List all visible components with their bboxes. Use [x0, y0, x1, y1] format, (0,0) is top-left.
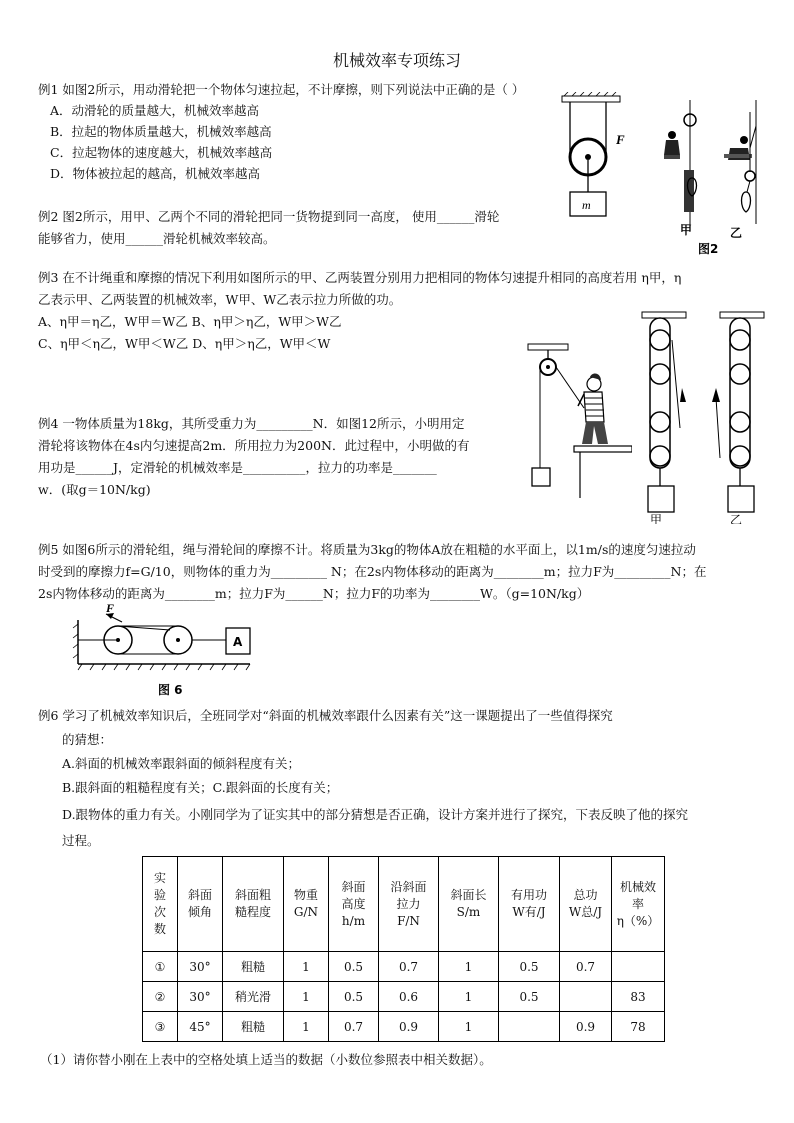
- ex6-line2: 的猜想：: [62, 732, 113, 747]
- ex4-line2: 滑轮将该物体在4s内匀速提高2m．所用拉力为200N．此过程中，小明做的有: [38, 438, 470, 453]
- table-row: [143, 952, 665, 982]
- fig6-caption: 图 6: [158, 683, 183, 697]
- ex6-question-1: （1）请你替小刚在上表中的空格处填上适当的数据（小数位参照表中相关数据）。: [40, 1052, 492, 1067]
- fig6-horizontal-pulley-diagram: [70, 600, 260, 700]
- table-header: 总功 W总/J: [560, 857, 612, 952]
- table-cell-blank: [612, 952, 665, 982]
- ex2-line2: 能够省力，使用______滑轮机械效率较高。: [38, 231, 276, 246]
- fig3-pulley-blocks-diagram: [636, 310, 776, 524]
- ex1-option-c: C．拉起物体的速度越大，机械效率越高: [50, 145, 273, 160]
- table-cell: 0.9: [379, 1012, 439, 1042]
- table-cell: 1: [439, 982, 499, 1012]
- table-cell-blank: [499, 1012, 560, 1042]
- table-cell: 78: [612, 1012, 665, 1042]
- ex6-line5: D.跟物体的重力有关。小刚同学为了证实其中的部分猜想是否正确，设计方案并进行了探究，下表反映了他的探究: [62, 807, 689, 822]
- page-title: 机械效率专项练习: [332, 51, 461, 70]
- table-header: 机械效 率 η（%）: [612, 857, 665, 952]
- ex6-line1: 例6 学习了机械效率知识后，全班同学对“斜面的机械效率跟什么因素有关”这一课题提出了一些值得探究: [38, 708, 613, 723]
- table-header: 斜面 倾角: [178, 857, 223, 952]
- table-header: 斜面 高度 h/m: [329, 857, 379, 952]
- ex4-line4: w．(取g＝10N/kg): [38, 482, 151, 497]
- table-cell: 0.5: [329, 982, 379, 1012]
- table-cell: 0.6: [379, 982, 439, 1012]
- table-header: 实 验 次 数: [143, 857, 178, 952]
- ex5-line2: 时受到的摩擦力f=G/10，则物体的重力为_________ N；在2s内物体移动的距离为________m；拉力F为_________N；在: [38, 564, 707, 579]
- table-cell: 1: [439, 952, 499, 982]
- experiment-table: [142, 856, 665, 1042]
- table-cell-blank: [560, 982, 612, 1012]
- ex1-option-d: D．物体被拉起的越高，机械效率越高: [50, 166, 261, 181]
- table-cell: 0.9: [560, 1012, 612, 1042]
- table-cell: 30°: [178, 952, 223, 982]
- table-header-row: [143, 857, 665, 952]
- fig2-label-jia: 甲: [680, 223, 693, 237]
- ex1-option-b: B．拉起的物体质量越大，机械效率越高: [50, 124, 272, 139]
- ex3-line4: C、η甲＜η乙，W甲＜W乙 D、η甲＞η乙，W甲＜W: [38, 336, 331, 351]
- fig2-caption: 图2: [698, 242, 719, 256]
- table-cell: 0.7: [560, 952, 612, 982]
- fig2-label-yi: 乙: [730, 226, 743, 240]
- fig6-block-label: A: [233, 635, 243, 649]
- table-cell: 1: [284, 1012, 329, 1042]
- table-header: 斜面长 S/m: [439, 857, 499, 952]
- fig3-label-yi: 乙: [730, 513, 743, 524]
- table-cell: ③: [143, 1012, 178, 1042]
- table-cell: 0.7: [379, 952, 439, 982]
- ex6-line4: B.跟斜面的粗糙程度有关；C.跟斜面的长度有关；: [62, 780, 339, 795]
- fig2-pulley-people-diagram: [652, 100, 770, 260]
- table-cell: 粗糙: [223, 1012, 284, 1042]
- table-cell: 0.5: [329, 952, 379, 982]
- ex6-line6: 过程。: [62, 833, 100, 848]
- fig6-force-label: F: [106, 601, 115, 615]
- ex3-line1: 例3 在不计绳重和摩擦的情况下利用如图所示的甲、乙两装置分别用力把相同的物体匀速提升相同的高度若用 η甲，η: [38, 270, 682, 285]
- ex5-line3: 2s内物体移动的距离为________m；拉力F为______N；拉力F的功率为________W。（g=10N/kg）: [38, 586, 590, 601]
- table-cell: 0.7: [329, 1012, 379, 1042]
- ex4-line1: 例4 一物体质量为18kg，其所受重力为_________N．如图12所示，小明用定: [38, 416, 465, 431]
- table-cell: 0.5: [499, 952, 560, 982]
- table-cell: 稍光滑: [223, 982, 284, 1012]
- table-cell: 83: [612, 982, 665, 1012]
- fig3-label-jia: 甲: [650, 513, 663, 524]
- table-header: 斜面粗 糙程度: [223, 857, 284, 952]
- ex1-question: 例1 如图2所示，用动滑轮把一个物体匀速拉起，不计摩擦，则下列说法中正确的是（ ）: [38, 82, 525, 97]
- table-cell: 粗糙: [223, 952, 284, 982]
- table-cell: ②: [143, 982, 178, 1012]
- fig1-mass-label: m: [582, 198, 591, 212]
- table-cell: 30°: [178, 982, 223, 1012]
- table-cell: 1: [439, 1012, 499, 1042]
- table-row: [143, 982, 665, 1012]
- table-header: 有用功 W有/J: [499, 857, 560, 952]
- table-header: 物重 G/N: [284, 857, 329, 952]
- fig1-movable-pulley-diagram: [556, 92, 636, 232]
- ex6-line3: A.斜面的机械效率跟斜面的倾斜程度有关；: [62, 756, 301, 771]
- fig4-fixed-pulley-boy-diagram: [520, 340, 632, 500]
- table-cell: 0.5: [499, 982, 560, 1012]
- table-cell: 1: [284, 952, 329, 982]
- ex3-line3: A、η甲＝η乙，W甲＝W乙 B、η甲＞η乙，W甲＞W乙: [38, 314, 342, 329]
- table-cell: 45°: [178, 1012, 223, 1042]
- table-cell: 1: [284, 982, 329, 1012]
- table-header: 沿斜面 拉力 F/N: [379, 857, 439, 952]
- table-cell: ①: [143, 952, 178, 982]
- ex1-option-a: A．动滑轮的质量越大，机械效率越高: [50, 103, 260, 118]
- ex5-line1: 例5 如图6所示的滑轮组，绳与滑轮间的摩擦不计。将质量为3kg的物体A放在粗糙的水平面上，以1m/s的速度匀速拉动: [38, 542, 696, 557]
- fig1-force-label: F: [616, 132, 625, 147]
- ex2-line1: 例2 图2所示，用甲、乙两个不同的滑轮把同一货物提到同一高度， 使用______滑轮: [38, 209, 500, 224]
- ex4-line3: 用功是______J，定滑轮的机械效率是__________，拉力的功率是_______: [38, 460, 437, 475]
- table-row: [143, 1012, 665, 1042]
- ex3-line2: 乙表示甲、乙两装置的机械效率，W甲、W乙表示拉力所做的功。: [38, 292, 402, 307]
